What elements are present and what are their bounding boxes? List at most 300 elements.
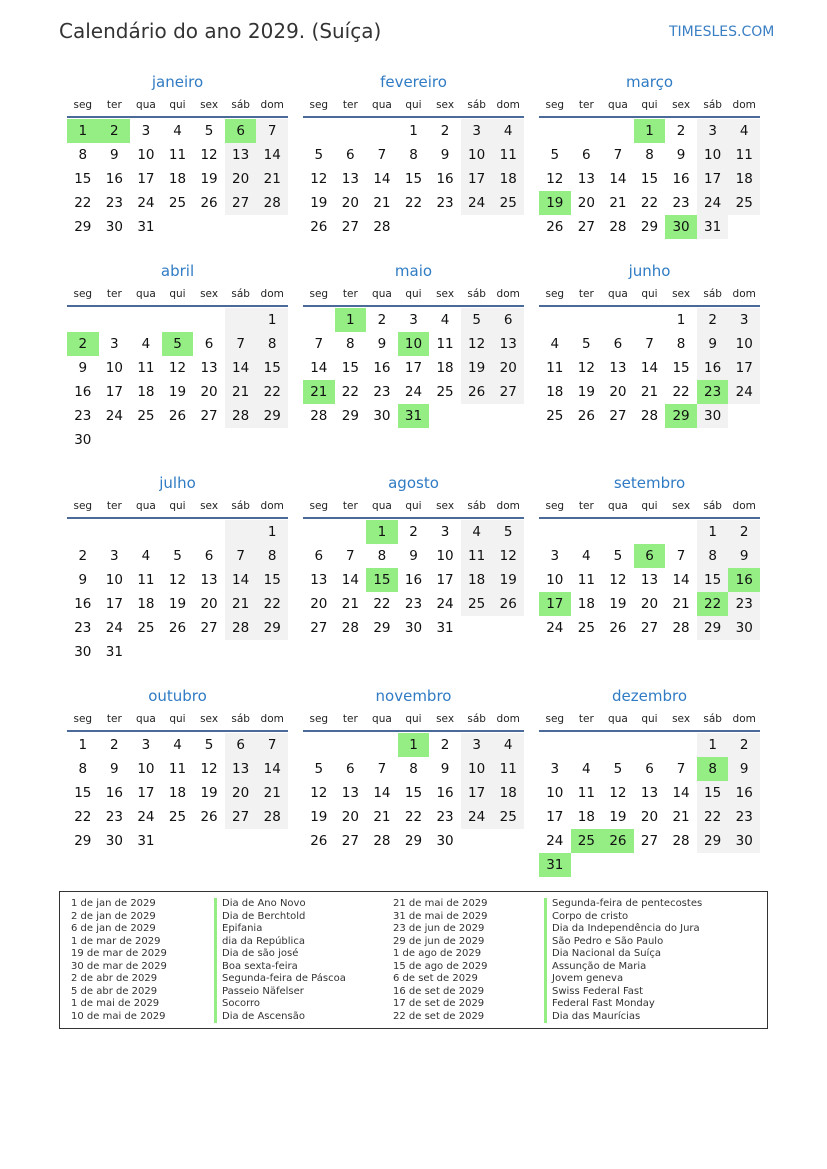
day[interactable]: 28 — [310, 408, 328, 424]
day[interactable]: 24 — [137, 809, 155, 825]
day[interactable]: 4 — [550, 336, 560, 352]
day[interactable]: 8 — [409, 761, 418, 777]
day[interactable]: 2 — [440, 123, 450, 139]
day[interactable]: 26 — [577, 408, 595, 424]
holiday-day[interactable]: 2 — [99, 119, 131, 143]
day[interactable]: 12 — [609, 785, 627, 801]
day[interactable]: 25 — [436, 384, 454, 400]
day[interactable]: 12 — [546, 171, 564, 187]
holiday-day[interactable]: 31 — [539, 853, 571, 877]
day[interactable]: 18 — [461, 568, 493, 592]
day[interactable]: 24 — [105, 408, 123, 424]
day[interactable]: 5 — [492, 520, 524, 544]
day[interactable]: 5 — [550, 147, 560, 163]
day[interactable]: 10 — [728, 332, 760, 356]
day[interactable]: 7 — [676, 548, 686, 564]
day[interactable]: 9 — [377, 336, 387, 352]
day[interactable]: 29 — [256, 404, 288, 428]
day[interactable]: 14 — [225, 568, 257, 592]
day[interactable]: 24 — [728, 380, 760, 404]
holiday-day[interactable]: 21 — [303, 380, 335, 404]
day[interactable]: 19 — [609, 809, 627, 825]
day[interactable]: 17 — [105, 384, 123, 400]
day[interactable]: 22 — [373, 596, 391, 612]
day[interactable]: 19 — [200, 171, 218, 187]
day[interactable]: 8 — [78, 761, 88, 777]
day[interactable]: 25 — [728, 191, 760, 215]
day[interactable]: 23 — [373, 384, 391, 400]
holiday-day[interactable]: 1 — [398, 733, 430, 757]
day[interactable]: 27 — [200, 620, 218, 636]
day[interactable]: 8 — [697, 544, 729, 568]
day[interactable]: 26 — [546, 219, 564, 235]
day[interactable]: 11 — [461, 544, 493, 568]
day[interactable]: 14 — [373, 785, 391, 801]
day[interactable]: 11 — [492, 757, 524, 781]
day[interactable]: 29 — [640, 219, 659, 235]
day[interactable]: 18 — [728, 167, 760, 191]
day[interactable]: 17 — [137, 785, 155, 801]
day[interactable]: 6 — [204, 548, 214, 564]
day[interactable]: 10 — [436, 548, 454, 564]
day[interactable]: 17 — [461, 167, 493, 191]
day[interactable]: 26 — [609, 620, 627, 636]
day[interactable]: 2 — [377, 312, 387, 328]
day[interactable]: 21 — [640, 384, 659, 400]
day[interactable]: 29 — [697, 829, 729, 853]
day[interactable]: 22 — [404, 809, 423, 825]
day[interactable]: 7 — [377, 147, 387, 163]
day[interactable]: 13 — [310, 572, 328, 588]
day[interactable]: 18 — [168, 785, 187, 801]
day[interactable]: 3 — [440, 524, 450, 540]
day[interactable]: 29 — [341, 408, 359, 424]
day[interactable]: 24 — [697, 191, 729, 215]
day[interactable]: 14 — [310, 360, 328, 376]
day[interactable]: 7 — [645, 336, 654, 352]
day[interactable]: 5 — [314, 761, 324, 777]
day[interactable]: 11 — [168, 147, 187, 163]
day[interactable]: 9 — [78, 360, 88, 376]
day[interactable]: 12 — [492, 544, 524, 568]
day[interactable]: 16 — [74, 384, 92, 400]
day[interactable]: 22 — [74, 195, 92, 211]
day[interactable]: 12 — [168, 360, 187, 376]
day[interactable]: 27 — [640, 620, 659, 636]
day[interactable]: 28 — [672, 833, 690, 849]
day[interactable]: 21 — [341, 596, 359, 612]
day[interactable]: 12 — [310, 785, 328, 801]
day[interactable]: 2 — [728, 520, 760, 544]
day[interactable]: 21 — [672, 809, 690, 825]
day[interactable]: 30 — [74, 644, 92, 660]
day[interactable]: 1 — [256, 308, 288, 332]
day[interactable]: 10 — [546, 572, 564, 588]
day[interactable]: 20 — [609, 384, 627, 400]
day[interactable]: 10 — [461, 143, 493, 167]
day[interactable]: 20 — [577, 195, 595, 211]
day[interactable]: 26 — [310, 833, 328, 849]
day[interactable]: 30 — [728, 616, 760, 640]
day[interactable]: 5 — [204, 737, 214, 753]
day[interactable]: 31 — [436, 620, 454, 636]
day[interactable]: 19 — [609, 596, 627, 612]
day[interactable]: 8 — [256, 544, 288, 568]
day[interactable]: 1 — [409, 123, 418, 139]
day[interactable]: 12 — [461, 332, 493, 356]
day[interactable]: 2 — [110, 737, 119, 753]
day[interactable]: 19 — [168, 384, 187, 400]
day[interactable]: 7 — [346, 548, 355, 564]
day[interactable]: 29 — [256, 616, 288, 640]
day[interactable]: 16 — [105, 171, 123, 187]
day[interactable]: 18 — [577, 809, 595, 825]
holiday-day[interactable]: 17 — [539, 592, 571, 616]
day[interactable]: 21 — [672, 596, 690, 612]
day[interactable]: 20 — [310, 596, 328, 612]
day[interactable]: 23 — [436, 195, 454, 211]
day[interactable]: 28 — [225, 616, 257, 640]
day[interactable]: 14 — [672, 785, 690, 801]
day[interactable]: 11 — [492, 143, 524, 167]
day[interactable]: 26 — [168, 408, 187, 424]
day[interactable]: 20 — [492, 356, 524, 380]
day[interactable]: 15 — [74, 171, 92, 187]
day[interactable]: 26 — [200, 195, 218, 211]
day[interactable]: 13 — [609, 360, 627, 376]
day[interactable]: 5 — [314, 147, 324, 163]
day[interactable]: 23 — [404, 596, 423, 612]
day[interactable]: 29 — [373, 620, 391, 636]
day[interactable]: 6 — [582, 147, 591, 163]
day[interactable]: 15 — [74, 785, 92, 801]
day[interactable]: 2 — [728, 733, 760, 757]
day[interactable]: 25 — [168, 195, 187, 211]
day[interactable]: 8 — [676, 336, 686, 352]
day[interactable]: 26 — [168, 620, 187, 636]
day[interactable]: 15 — [256, 356, 288, 380]
day[interactable]: 11 — [577, 785, 595, 801]
day[interactable]: 28 — [609, 219, 627, 235]
day[interactable]: 3 — [550, 761, 560, 777]
day[interactable]: 5 — [613, 761, 623, 777]
day[interactable]: 17 — [137, 171, 155, 187]
day[interactable]: 18 — [492, 781, 524, 805]
day[interactable]: 18 — [577, 596, 595, 612]
day[interactable]: 23 — [436, 809, 454, 825]
day[interactable]: 14 — [672, 572, 690, 588]
day[interactable]: 7 — [225, 332, 257, 356]
day[interactable]: 22 — [672, 384, 690, 400]
day[interactable]: 5 — [582, 336, 591, 352]
day[interactable]: 28 — [225, 404, 257, 428]
day[interactable]: 3 — [409, 312, 418, 328]
day[interactable]: 20 — [225, 167, 257, 191]
day[interactable]: 23 — [105, 809, 123, 825]
day[interactable]: 23 — [728, 592, 760, 616]
holiday-day[interactable]: 1 — [634, 119, 666, 143]
day[interactable]: 2 — [440, 737, 450, 753]
day[interactable]: 29 — [697, 616, 729, 640]
day[interactable]: 13 — [492, 332, 524, 356]
day[interactable]: 21 — [373, 809, 391, 825]
day[interactable]: 25 — [168, 809, 187, 825]
holiday-day[interactable]: 6 — [634, 544, 666, 568]
day[interactable]: 26 — [200, 809, 218, 825]
day[interactable]: 17 — [461, 781, 493, 805]
day[interactable]: 3 — [110, 336, 119, 352]
day[interactable]: 20 — [225, 781, 257, 805]
day[interactable]: 26 — [461, 380, 493, 404]
day[interactable]: 10 — [105, 360, 123, 376]
day[interactable]: 11 — [577, 572, 595, 588]
day[interactable]: 16 — [404, 572, 423, 588]
day[interactable]: 12 — [577, 360, 595, 376]
day[interactable]: 15 — [640, 171, 659, 187]
day[interactable]: 11 — [436, 336, 454, 352]
day[interactable]: 9 — [78, 572, 88, 588]
day[interactable]: 4 — [582, 548, 591, 564]
day[interactable]: 23 — [74, 408, 92, 424]
day[interactable]: 14 — [256, 143, 288, 167]
day[interactable]: 25 — [546, 408, 564, 424]
day[interactable]: 4 — [173, 123, 182, 139]
day[interactable]: 21 — [256, 781, 288, 805]
day[interactable]: 1 — [78, 737, 88, 753]
day[interactable]: 6 — [346, 761, 355, 777]
day[interactable]: 15 — [341, 360, 359, 376]
day[interactable]: 25 — [577, 620, 595, 636]
holiday-day[interactable]: 10 — [398, 332, 430, 356]
day[interactable]: 16 — [672, 171, 690, 187]
day[interactable]: 28 — [341, 620, 359, 636]
day[interactable]: 21 — [609, 195, 627, 211]
day[interactable]: 18 — [546, 384, 564, 400]
day[interactable]: 30 — [74, 432, 92, 448]
day[interactable]: 25 — [492, 191, 524, 215]
day[interactable]: 2 — [409, 524, 418, 540]
day[interactable]: 24 — [105, 620, 123, 636]
day[interactable]: 29 — [404, 833, 423, 849]
day[interactable]: 4 — [728, 119, 760, 143]
day[interactable]: 18 — [168, 171, 187, 187]
holiday-day[interactable]: 1 — [335, 308, 367, 332]
day[interactable]: 4 — [440, 312, 450, 328]
day[interactable]: 5 — [461, 308, 493, 332]
day[interactable]: 25 — [492, 805, 524, 829]
day[interactable]: 17 — [546, 809, 564, 825]
day[interactable]: 13 — [640, 572, 659, 588]
day[interactable]: 21 — [225, 380, 257, 404]
day[interactable]: 26 — [310, 219, 328, 235]
day[interactable]: 27 — [200, 408, 218, 424]
day[interactable]: 27 — [225, 805, 257, 829]
day[interactable]: 12 — [609, 572, 627, 588]
day[interactable]: 12 — [200, 761, 218, 777]
day[interactable]: 8 — [409, 147, 418, 163]
day[interactable]: 14 — [609, 171, 627, 187]
day[interactable]: 10 — [137, 147, 155, 163]
day[interactable]: 27 — [310, 620, 328, 636]
day[interactable]: 6 — [225, 733, 257, 757]
holiday-day[interactable]: 19 — [539, 191, 571, 215]
day[interactable]: 22 — [697, 805, 729, 829]
day[interactable]: 30 — [373, 408, 391, 424]
day[interactable]: 24 — [404, 384, 423, 400]
day[interactable]: 2 — [697, 308, 729, 332]
day[interactable]: 27 — [640, 833, 659, 849]
day[interactable]: 13 — [200, 360, 218, 376]
day[interactable]: 28 — [256, 191, 288, 215]
day[interactable]: 12 — [200, 147, 218, 163]
day[interactable]: 19 — [310, 809, 328, 825]
holiday-day[interactable]: 6 — [225, 119, 257, 143]
holiday-day[interactable]: 26 — [602, 829, 634, 853]
day[interactable]: 24 — [461, 191, 493, 215]
day[interactable]: 16 — [728, 781, 760, 805]
day[interactable]: 31 — [137, 833, 155, 849]
day[interactable]: 22 — [341, 384, 359, 400]
day[interactable]: 15 — [697, 568, 729, 592]
day[interactable]: 29 — [74, 833, 92, 849]
day[interactable]: 7 — [314, 336, 324, 352]
day[interactable]: 16 — [105, 785, 123, 801]
day[interactable]: 6 — [204, 336, 214, 352]
day[interactable]: 13 — [225, 757, 257, 781]
day[interactable]: 23 — [105, 195, 123, 211]
day[interactable]: 30 — [436, 833, 454, 849]
day[interactable]: 2 — [78, 548, 88, 564]
day[interactable]: 17 — [105, 596, 123, 612]
holiday-day[interactable]: 30 — [665, 215, 697, 239]
day[interactable]: 17 — [697, 167, 729, 191]
day[interactable]: 19 — [168, 596, 187, 612]
day[interactable]: 1 — [697, 733, 729, 757]
day[interactable]: 22 — [256, 380, 288, 404]
day[interactable]: 30 — [697, 404, 729, 428]
day[interactable]: 29 — [74, 219, 92, 235]
day[interactable]: 30 — [404, 620, 423, 636]
day[interactable]: 27 — [341, 219, 359, 235]
day[interactable]: 7 — [256, 119, 288, 143]
day[interactable]: 27 — [609, 408, 627, 424]
day[interactable]: 20 — [200, 596, 218, 612]
day[interactable]: 9 — [440, 761, 450, 777]
day[interactable]: 4 — [492, 119, 524, 143]
day[interactable]: 27 — [492, 380, 524, 404]
day[interactable]: 9 — [409, 548, 418, 564]
holiday-day[interactable]: 5 — [162, 332, 194, 356]
day[interactable]: 31 — [105, 644, 123, 660]
day[interactable]: 31 — [697, 215, 729, 239]
day[interactable]: 10 — [461, 757, 493, 781]
day[interactable]: 9 — [110, 147, 119, 163]
day[interactable]: 10 — [546, 785, 564, 801]
day[interactable]: 20 — [640, 596, 659, 612]
day[interactable]: 7 — [613, 147, 623, 163]
day[interactable]: 11 — [168, 761, 187, 777]
day[interactable]: 22 — [256, 592, 288, 616]
day[interactable]: 13 — [640, 785, 659, 801]
day[interactable]: 6 — [645, 761, 654, 777]
day[interactable]: 11 — [137, 360, 155, 376]
day[interactable]: 13 — [225, 143, 257, 167]
day[interactable]: 3 — [697, 119, 729, 143]
day[interactable]: 4 — [173, 737, 182, 753]
day[interactable]: 16 — [74, 596, 92, 612]
day[interactable]: 4 — [141, 548, 151, 564]
day[interactable]: 9 — [728, 544, 760, 568]
day[interactable]: 6 — [613, 336, 623, 352]
day[interactable]: 13 — [200, 572, 218, 588]
day[interactable]: 28 — [256, 805, 288, 829]
day[interactable]: 11 — [137, 572, 155, 588]
holiday-day[interactable]: 16 — [728, 568, 760, 592]
day[interactable]: 9 — [440, 147, 450, 163]
day[interactable]: 20 — [341, 809, 359, 825]
day[interactable]: 7 — [676, 761, 686, 777]
day[interactable]: 23 — [672, 195, 690, 211]
day[interactable]: 7 — [377, 761, 387, 777]
day[interactable]: 5 — [204, 123, 214, 139]
day[interactable]: 27 — [577, 219, 595, 235]
day[interactable]: 24 — [546, 620, 564, 636]
day[interactable]: 3 — [728, 308, 760, 332]
holiday-day[interactable]: 2 — [67, 332, 99, 356]
day[interactable]: 3 — [550, 548, 560, 564]
day[interactable]: 4 — [582, 761, 591, 777]
day[interactable]: 3 — [110, 548, 119, 564]
day[interactable]: 8 — [645, 147, 654, 163]
day[interactable]: 22 — [74, 809, 92, 825]
day[interactable]: 15 — [256, 568, 288, 592]
day[interactable]: 3 — [461, 733, 493, 757]
day[interactable]: 3 — [461, 119, 493, 143]
day[interactable]: 30 — [105, 833, 123, 849]
day[interactable]: 25 — [137, 620, 155, 636]
day[interactable]: 10 — [105, 572, 123, 588]
day[interactable]: 18 — [492, 167, 524, 191]
day[interactable]: 8 — [346, 336, 355, 352]
day[interactable]: 4 — [141, 336, 151, 352]
day[interactable]: 10 — [137, 761, 155, 777]
day[interactable]: 24 — [137, 195, 155, 211]
day[interactable]: 17 — [436, 572, 454, 588]
day[interactable]: 9 — [676, 147, 686, 163]
day[interactable]: 2 — [676, 123, 686, 139]
holiday-day[interactable]: 1 — [67, 119, 99, 143]
day[interactable]: 1 — [697, 520, 729, 544]
day[interactable]: 1 — [256, 520, 288, 544]
day[interactable]: 9 — [728, 757, 760, 781]
holiday-day[interactable]: 8 — [697, 757, 729, 781]
day[interactable]: 8 — [78, 147, 88, 163]
day[interactable]: 31 — [137, 219, 155, 235]
day[interactable]: 19 — [577, 384, 595, 400]
day[interactable]: 15 — [404, 171, 423, 187]
day[interactable]: 14 — [373, 171, 391, 187]
day[interactable]: 26 — [492, 592, 524, 616]
holiday-day[interactable]: 23 — [697, 380, 729, 404]
day[interactable]: 19 — [461, 356, 493, 380]
day[interactable]: 14 — [640, 360, 659, 376]
day[interactable]: 28 — [640, 408, 659, 424]
holiday-day[interactable]: 31 — [398, 404, 430, 428]
day[interactable]: 20 — [341, 195, 359, 211]
day[interactable]: 18 — [436, 360, 454, 376]
day[interactable]: 24 — [461, 805, 493, 829]
day[interactable]: 12 — [310, 171, 328, 187]
